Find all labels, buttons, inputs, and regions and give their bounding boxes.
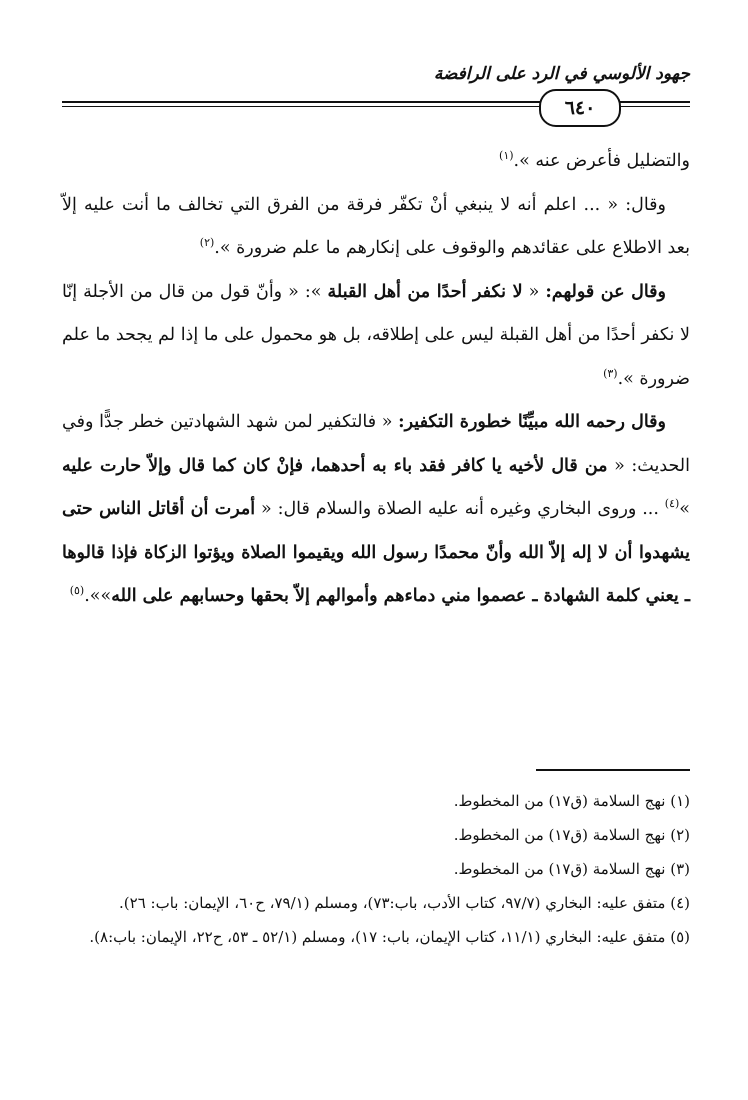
page-number: ٦٤٠ <box>539 89 621 127</box>
running-head-title: جهود الألوسي في الرد على الرافضة <box>433 64 690 84</box>
footnote-item <box>62 922 690 952</box>
paragraph-4-hadith-1: من قال لأخيه يا كافر فقد باء به أحدهما، فإنْ كان كما قال وإلاّ حارت عليه <box>62 455 608 476</box>
footnote-ref-2: (٢) <box>199 236 215 250</box>
footnote-ref-3: (٣) <box>603 366 618 380</box>
footnote-text: متفق عليه: البخاري (١١/١، كتاب الإيمان، باب: ١٧)، ومسلم (٥٢/١ ـ ٥٣، ح٢٢، الإيمان: باب:٨). <box>89 928 666 946</box>
footnote-separator <box>536 769 690 771</box>
footnote-text: نهج السلامة (ق١٧) من المخطوط. <box>453 860 666 878</box>
paragraph-3 <box>62 271 690 402</box>
footnote-number: (٣) <box>670 860 690 878</box>
paragraph-4-part-1: « فالتكفير لمن شهد الشهادتين خطر جدًّا وفي الحديث: « <box>62 412 690 476</box>
footnote-text: نهج السلامة (ق١٧) من المخطوط. <box>453 792 666 810</box>
footnote-number: (٢) <box>670 826 690 844</box>
paragraph-3-lead: وقال عن قولهم: <box>545 281 666 302</box>
main-text <box>62 140 690 619</box>
footnote-ref-4: (٤) <box>664 497 680 511</box>
footnote-number: (٤) <box>670 894 690 912</box>
paragraph-4-hadith-2: أمرت أن أقاتل الناس حتى يشهدوا أن لا إله إلاّ الله وأنّ محمدًا رسول الله ويقيموا الصلاة ويؤتوا الزكاة فإذا قالوها ـ يعني كلمة الشهادة ـ عصموا مني دماءهم وأموالهم إلاّ بحقها وحسابهم على الله <box>62 499 690 606</box>
footnote-number: (١) <box>670 792 690 810</box>
paragraph-3-quote-open: « <box>522 281 546 302</box>
paragraph-4-lead: وقال رحمه الله مبيِّنًا خطورة التكفير: <box>398 412 666 432</box>
paragraph-2 <box>62 184 690 271</box>
paragraph-1 <box>62 140 690 184</box>
paragraph-3-rest: »: « وأنّ قول من قال من الأجلة إنّا لا نكفر أحدًا من أهل القبلة ليس على إطلاقه، بل هو محمول على ما إذا لم يجحد ما علم ضرورة ». <box>62 281 690 389</box>
footnote-item <box>62 888 690 918</box>
paragraph-4-part-4: »». <box>84 586 112 606</box>
paragraph-2-text: وقال: « ... اعلم أنه لا ينبغي أنْ تكفّر فرقة من الفرق التي تخالف ما أنت عليه إلاّ بعد الاطلاع على عقائدهم والوقوف على إنكارهم ما علم ضرورة ». <box>62 194 690 258</box>
paragraph-4 <box>62 401 690 619</box>
footnote-number: (٥) <box>670 928 690 946</box>
footnote-ref-5: (٥) <box>69 584 85 598</box>
footnote-item <box>62 820 690 850</box>
paragraph-4-part-3: ... وروى البخاري وغيره أنه عليه الصلاة والسلام قال: « <box>255 499 665 519</box>
paragraph-3-bold-quote: لا نكفر أحدًا من أهل القبلة <box>327 281 523 302</box>
paragraph-4-part-2: » <box>679 499 690 519</box>
footnote-item <box>62 854 690 884</box>
footnotes <box>62 786 690 956</box>
paragraph-1-text: والتضليل فأعرض عنه ». <box>513 151 690 171</box>
footnote-text: نهج السلامة (ق١٧) من المخطوط. <box>453 826 666 844</box>
footnote-text: متفق عليه: البخاري (٩٧/٧، كتاب الأدب، باب:٧٣)، ومسلم (٧٩/١، ح٦٠، الإيمان: باب: ٢٦). <box>119 894 666 912</box>
footnote-ref-1: (١) <box>499 149 514 163</box>
footnote-item <box>62 786 690 816</box>
